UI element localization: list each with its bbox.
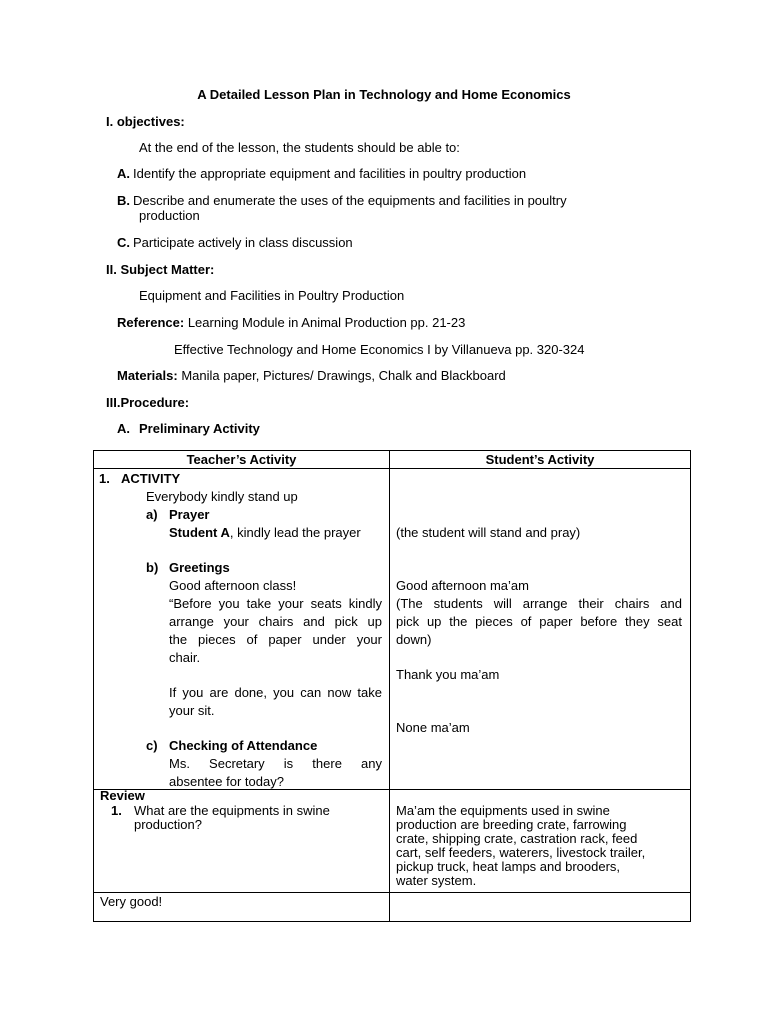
very-good-cell	[94, 893, 390, 922]
greetings-letter: b)	[146, 560, 159, 575]
table-row	[94, 790, 691, 893]
attendance-heading: Checking of Attendance	[169, 738, 318, 753]
prayer-line	[169, 525, 361, 540]
arrange-response-2: pick up the pieces of paper before they seat	[396, 614, 682, 629]
materials-label: Materials:	[117, 368, 178, 383]
stand-text: Everybody kindly stand up	[146, 489, 298, 504]
activity-num: 1.	[99, 471, 110, 486]
page-title: A Detailed Lesson Plan in Technology and Home Economics	[197, 87, 571, 102]
review-question-2: production?	[134, 817, 202, 832]
reference-line	[117, 315, 465, 330]
objective-c-text: Participate actively in class discussion	[133, 235, 353, 250]
attendance-line-2: absentee for today?	[169, 774, 284, 789]
table-row	[94, 893, 691, 922]
very-good-text: Very good!	[100, 894, 163, 909]
done-line-2: your sit.	[169, 703, 215, 718]
greet-line-4: the pieces of paper under your	[169, 632, 382, 647]
student-activity-header: Student’s Activity	[390, 451, 691, 469]
subject-topic: Equipment and Facilities in Poultry Production	[139, 288, 405, 303]
prayer-letter: a)	[146, 507, 158, 522]
review-answer-2: production are breeding crate, farrowing	[396, 817, 627, 832]
greetings-heading: Greetings	[169, 560, 230, 575]
review-label: Review	[100, 788, 145, 803]
student-activity-cell	[390, 469, 691, 790]
review-answer-4: cart, self feeders, waterers, livestock trailer,	[396, 845, 646, 860]
attendance-letter: c)	[146, 738, 158, 753]
greet-line-3: arrange your chairs and pick up	[169, 614, 382, 629]
thanks-response: Thank you ma’am	[396, 667, 500, 682]
reference-1: Learning Module in Animal Production pp. 21-23	[187, 315, 466, 330]
materials-text: Manila paper, Pictures/ Drawings, Chalk and Blackboard	[181, 368, 506, 383]
activity-label: ACTIVITY	[121, 471, 181, 486]
review-student-cell	[390, 790, 691, 893]
teacher-activity-header: Teacher’s Activity	[94, 451, 390, 469]
attendance-line-1: Ms. Secretary is there any	[169, 756, 382, 771]
procedure-sub-heading: Preliminary Activity	[139, 421, 260, 436]
prayer-line-rest: , kindly lead the prayer	[229, 525, 361, 540]
teacher-activity-cell	[94, 469, 390, 790]
objective-a-letter: A.	[117, 166, 130, 181]
table-row	[94, 469, 691, 790]
prayer-response: (the student will stand and pray)	[396, 525, 581, 540]
greet-line-1: Good afternoon class!	[169, 578, 297, 593]
lesson-table	[93, 450, 691, 922]
materials-line	[117, 368, 506, 383]
arrange-response-1: (The students will arrange their chairs and	[396, 596, 682, 611]
student-a-name: Student A	[169, 525, 230, 540]
done-line-1: If you are done, you can now take	[169, 685, 382, 700]
none-response: None ma’am	[396, 720, 470, 735]
objective-a-text: Identify the appropriate equipment and facilities in poultry production	[133, 166, 527, 181]
greet-response: Good afternoon ma’am	[396, 578, 529, 593]
arrange-response-3: down)	[396, 632, 432, 647]
review-answer-1: Ma’am the equipments used in swine	[396, 803, 610, 818]
prayer-heading: Prayer	[169, 507, 210, 522]
procedure-sub-letter: A.	[117, 421, 130, 436]
objectives-heading: I. objectives:	[106, 114, 185, 129]
review-teacher-cell	[94, 790, 390, 893]
procedure-heading: III.Procedure:	[106, 395, 190, 410]
review-answer-6: water system.	[396, 873, 477, 888]
review-num: 1.	[111, 803, 122, 818]
review-answer-5: pickup truck, heat lamps and brooders,	[396, 859, 621, 874]
greet-line-5: chair.	[169, 650, 201, 665]
reference-2: Effective Technology and Home Economics I by Villanueva pp. 320-324	[174, 342, 585, 357]
review-question-1: What are the equipments in swine	[134, 803, 330, 818]
objective-b-text: Describe and enumerate the uses of the equipments and facilities in poultry	[133, 193, 567, 208]
reference-label: Reference:	[117, 315, 185, 330]
objective-b-letter: B.	[117, 193, 130, 208]
objective-b-text-cont: production	[139, 208, 200, 223]
table-header-row	[94, 451, 691, 469]
greet-line-2: “Before you take your seats kindly	[169, 596, 382, 611]
subject-heading: II. Subject Matter:	[106, 262, 215, 277]
empty-student-cell	[390, 893, 691, 922]
review-answer-3: crate, shipping crate, castration rack, feed	[396, 831, 638, 846]
objectives-intro: At the end of the lesson, the students should be able to:	[139, 140, 460, 155]
objective-c-letter: C.	[117, 235, 130, 250]
